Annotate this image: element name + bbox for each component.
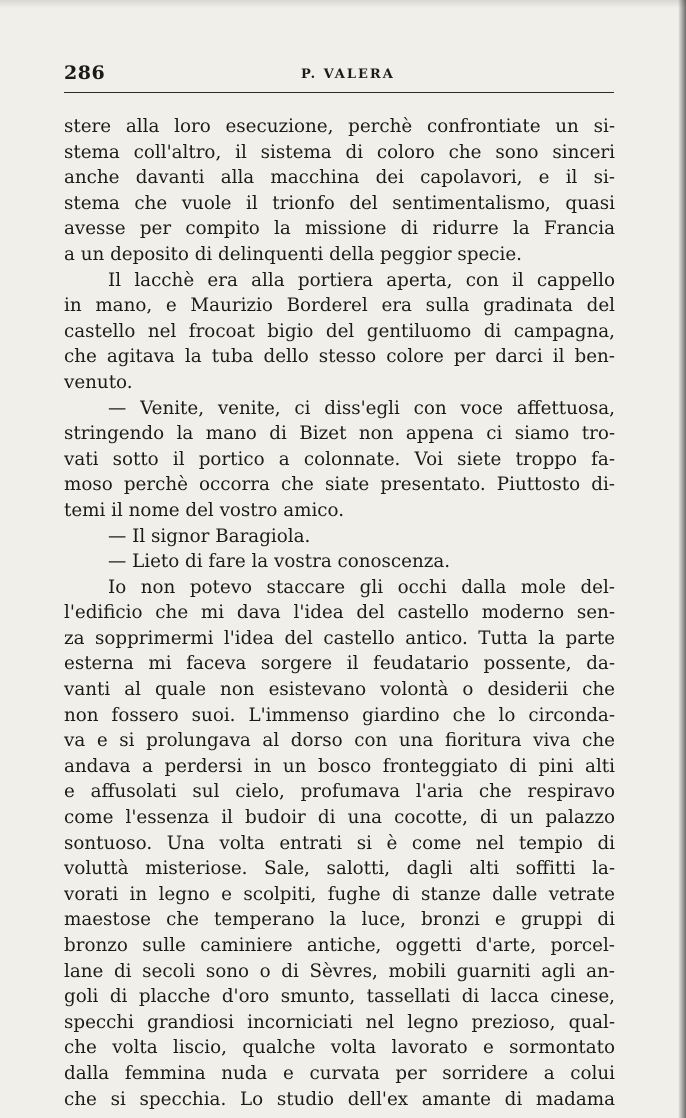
text-line: vati sotto il portico a colonnate. Voi siete troppo fa-	[64, 448, 615, 470]
text-line: come l'essenza il budoir di una cocotte, di un palazzo	[64, 807, 615, 829]
text-line: Il lacchè era alla portiera aperta, con il cappello	[108, 269, 615, 291]
text-line: stere alla loro esecuzione, perchè confrontiate un si-	[64, 116, 615, 137]
text-line: che agitava la tuba dello stesso colore per darci il ben-	[64, 346, 615, 368]
page-number: 286	[64, 62, 106, 84]
text-line: bronzo sulle caminiere antiche, oggetti d'arte, porcel-	[64, 935, 615, 956]
text-line: in mano, e Maurizio Borderel era sulla gradinata del	[64, 295, 615, 317]
text-line: avesse per compito la missione di ridurre la Francia	[64, 218, 615, 240]
page-header	[64, 62, 614, 90]
text-line: voluttà misteriose. Sale, salotti, dagli alti soffitti la-	[64, 858, 615, 880]
text-line: lane di secoli sono o di Sèvres, mobili guarniti agli an-	[64, 960, 615, 982]
text-line: vorati in legno e scolpiti, fughe di stanze dalle vetrate	[64, 883, 615, 905]
text-line: anche davanti alla macchina dei capolavori, e il si-	[64, 167, 615, 189]
text-line: andava a perdersi in un bosco fronteggiato di pini alti	[64, 755, 615, 777]
text-line: sontuoso. Una volta entrati si è come nel tempio di	[64, 832, 615, 854]
text-line: che si specchia. Lo studio dell'ex amante di madama	[64, 1088, 615, 1110]
text-line: a un deposito di delinquenti della peggior specie.	[64, 243, 522, 265]
text-line: venuto.	[64, 371, 133, 393]
header-rule	[64, 92, 614, 93]
text-line: — Venite, venite, ci diss'egli con voce affettuosa,	[108, 397, 615, 419]
text-line: stema coll'altro, il sistema di coloro che sono sinceri	[64, 141, 615, 163]
text-line: maestose che temperano la luce, bronzi e gruppi di	[64, 909, 615, 931]
text-line: Io non potevo staccare gli occhi dalla mole del-	[108, 576, 615, 598]
text-line: temi il nome del vostro amico.	[64, 499, 345, 521]
text-line: l'edificio che mi dava l'idea del castello moderno sen-	[64, 602, 615, 624]
text-line: va e si prolungava al dorso con una fioritura viva che	[64, 730, 615, 752]
page-edge-shadow	[678, 0, 686, 1118]
text-line: za sopprimermi l'idea del castello antico. Tutta la parte	[64, 627, 615, 649]
text-line: e affusolati sul cielo, profumava l'aria che respiravo	[64, 781, 615, 803]
text-line: castello nel frocoat bigio del gentiluomo di campagna,	[64, 320, 615, 342]
text-line: — Lieto di fare la vostra conoscenza.	[108, 551, 451, 573]
text-line: stema che vuole il trionfo del sentimentalismo, quasi	[64, 192, 615, 214]
body-text	[64, 114, 615, 1112]
text-line: vanti al quale non esistevano volontà o desiderii che	[64, 679, 615, 701]
text-line: moso perchè occorra che siate presentato. Piuttosto di-	[64, 474, 615, 496]
text-line: esterna mi faceva sorgere il feudatario possente, da-	[64, 653, 615, 675]
page-top-shade	[0, 0, 686, 8]
text-line: specchi grandiosi incorniciati nel legno prezioso, qual-	[64, 1011, 615, 1033]
text-line: goli di placche d'oro smunto, tassellati di lacca cinese,	[64, 986, 615, 1008]
text-line: — Il signor Baragiola.	[108, 525, 311, 547]
text-line: dalla femmina nuda e curvata per sorridere a colui	[64, 1062, 615, 1084]
text-line: non fossero suoi. L'immenso giardino che lo circonda-	[64, 704, 615, 726]
text-line: che volta liscio, qualche volta lavorato e sormontato	[64, 1037, 615, 1059]
running-head: P. VALERA	[301, 67, 395, 82]
text-line: stringendo la mano di Bizet non appena ci siamo tro-	[64, 423, 615, 445]
